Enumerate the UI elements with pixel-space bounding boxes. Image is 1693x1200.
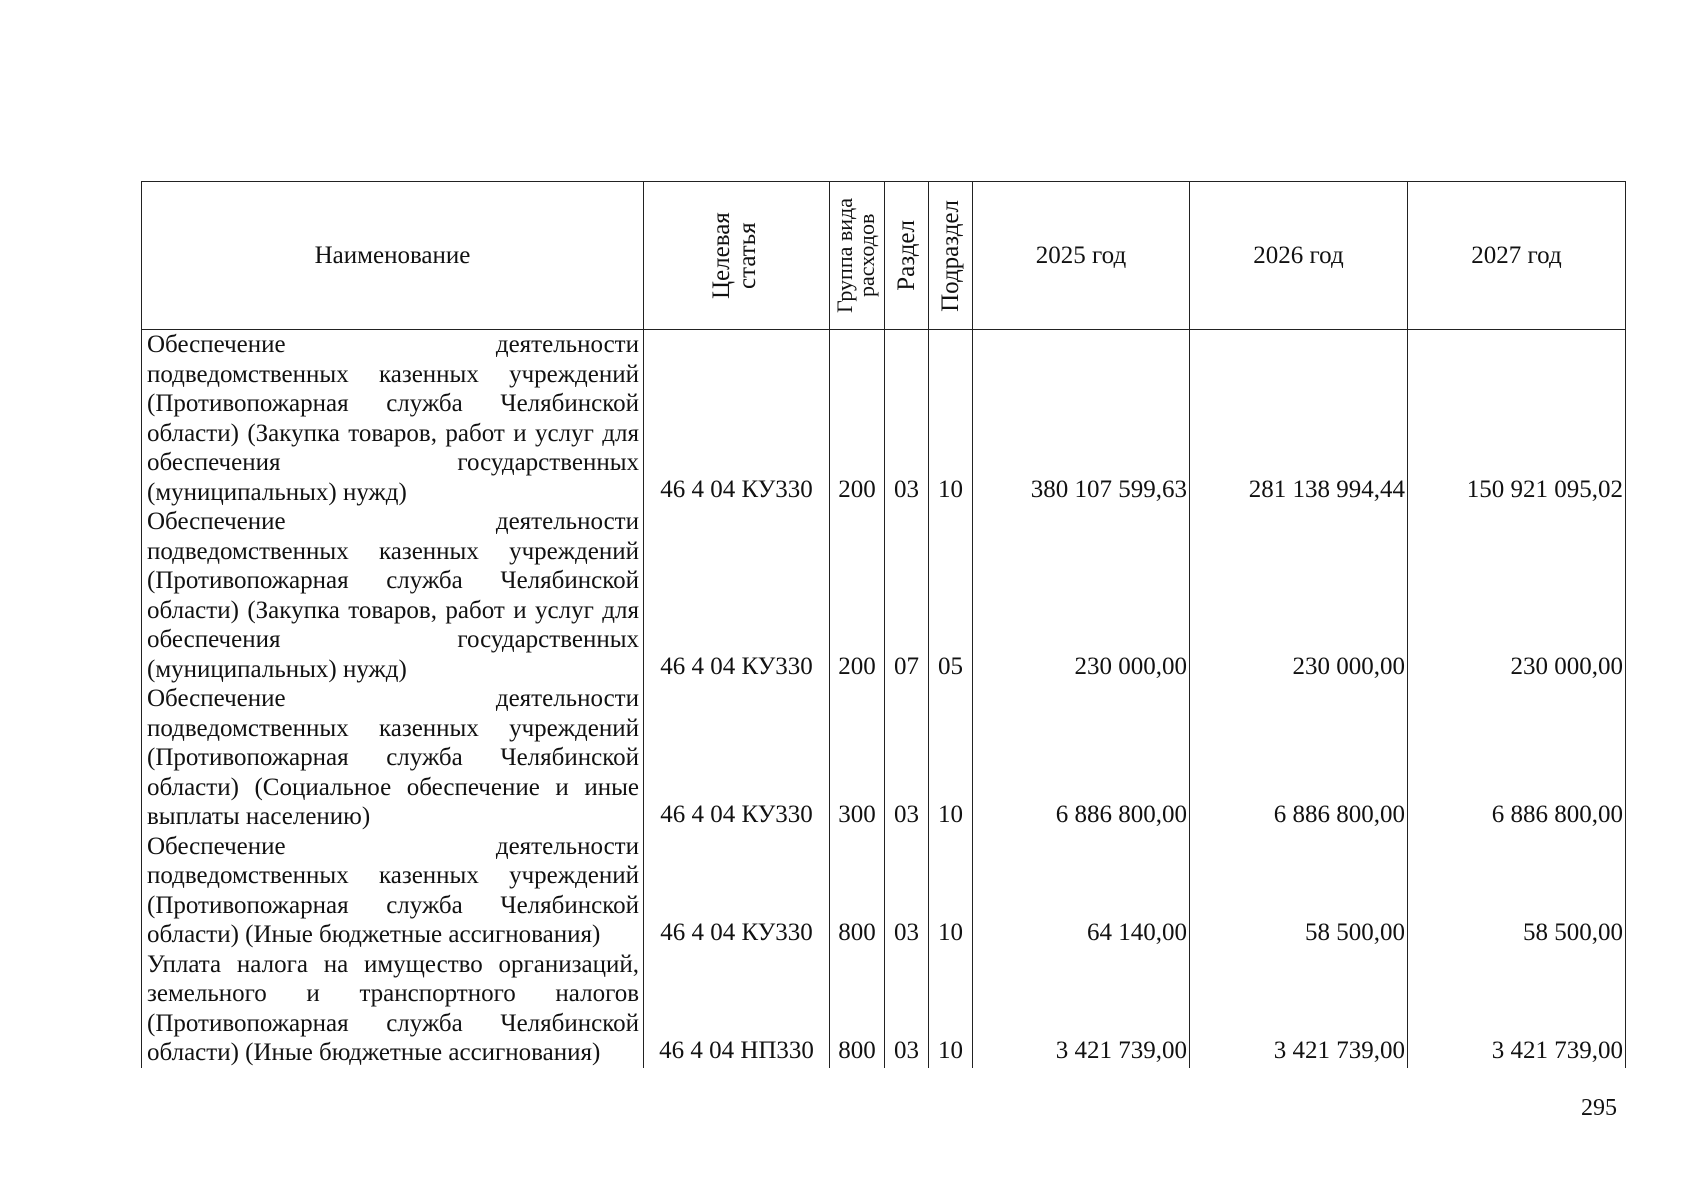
row-expense-group: 200 — [830, 507, 885, 684]
row-expense-group: 800 — [830, 950, 885, 1068]
row-subsection: 10 — [929, 684, 973, 832]
row-section: 03 — [885, 832, 929, 950]
header-name: Наименование — [142, 182, 644, 330]
header-year-2025: 2025 год — [973, 182, 1190, 330]
header-subsection — [929, 182, 973, 330]
header-expense-group-label: Группа вида расходов — [832, 198, 879, 313]
row-subsection: 10 — [929, 832, 973, 950]
row-target-article: 46 4 04 КУ330 — [644, 507, 830, 684]
table-row — [142, 684, 1626, 832]
header-target-article-label: Целевая статья — [707, 212, 761, 299]
row-section: 03 — [885, 684, 929, 832]
row-name: Обеспечение деятельности подведомственных казенных учреждений (Противопожарная служба Челябинской области) (Закупка товаров, работ и услуг для обеспечения государственных (муниципальных) нужд) — [142, 507, 644, 684]
row-target-article: 46 4 04 КУ330 — [644, 832, 830, 950]
row-target-article: 46 4 04 КУ330 — [644, 330, 830, 508]
header-year-2026: 2026 год — [1190, 182, 1408, 330]
budget-table — [141, 181, 1626, 1068]
row-amount-2027: 6 886 800,00 — [1408, 684, 1626, 832]
row-name: Уплата налога на имущество организаций, земельного и транспортного налогов (Противопожарная служба Челябинской области) (Иные бюджетные ассигнования) — [142, 950, 644, 1068]
row-amount-2026: 230 000,00 — [1190, 507, 1408, 684]
header-row — [142, 182, 1626, 330]
row-target-article: 46 4 04 НП330 — [644, 950, 830, 1068]
row-amount-2027: 3 421 739,00 — [1408, 950, 1626, 1068]
row-section: 07 — [885, 507, 929, 684]
row-section: 03 — [885, 330, 929, 508]
header-year-2027: 2027 год — [1408, 182, 1626, 330]
row-amount-2026: 6 886 800,00 — [1190, 684, 1408, 832]
row-subsection: 05 — [929, 507, 973, 684]
row-subsection: 10 — [929, 950, 973, 1068]
row-amount-2026: 281 138 994,44 — [1190, 330, 1408, 508]
row-amount-2025: 3 421 739,00 — [973, 950, 1190, 1068]
row-name: Обеспечение деятельности подведомственных казенных учреждений (Противопожарная служба Челябинской области) (Закупка товаров, работ и услуг для обеспечения государственных (муниципальных) нужд) — [142, 330, 644, 508]
row-subsection: 10 — [929, 330, 973, 508]
row-amount-2026: 58 500,00 — [1190, 832, 1408, 950]
row-expense-group: 200 — [830, 330, 885, 508]
row-amount-2026: 3 421 739,00 — [1190, 950, 1408, 1068]
header-target-article — [644, 182, 830, 330]
row-amount-2027: 230 000,00 — [1408, 507, 1626, 684]
row-amount-2025: 64 140,00 — [973, 832, 1190, 950]
page-number: 295 — [1581, 1095, 1617, 1121]
row-amount-2027: 150 921 095,02 — [1408, 330, 1626, 508]
header-subsection-label: Подраздел — [936, 199, 964, 312]
row-amount-2027: 58 500,00 — [1408, 832, 1626, 950]
header-section-label: Раздел — [892, 220, 920, 291]
header-expense-group — [830, 182, 885, 330]
row-amount-2025: 380 107 599,63 — [973, 330, 1190, 508]
header-section — [885, 182, 929, 330]
table-row — [142, 950, 1626, 1068]
row-name: Обеспечение деятельности подведомственных казенных учреждений (Противопожарная служба Челябинской области) (Социальное обеспечение и иные выплаты населению) — [142, 684, 644, 832]
row-target-article: 46 4 04 КУ330 — [644, 684, 830, 832]
table-row — [142, 330, 1626, 508]
row-expense-group: 300 — [830, 684, 885, 832]
row-name: Обеспечение деятельности подведомственных казенных учреждений (Противопожарная служба Челябинской области) (Иные бюджетные ассигнования) — [142, 832, 644, 950]
table-row — [142, 832, 1626, 950]
row-amount-2025: 6 886 800,00 — [973, 684, 1190, 832]
row-expense-group: 800 — [830, 832, 885, 950]
row-amount-2025: 230 000,00 — [973, 507, 1190, 684]
table-row — [142, 507, 1626, 684]
row-section: 03 — [885, 950, 929, 1068]
